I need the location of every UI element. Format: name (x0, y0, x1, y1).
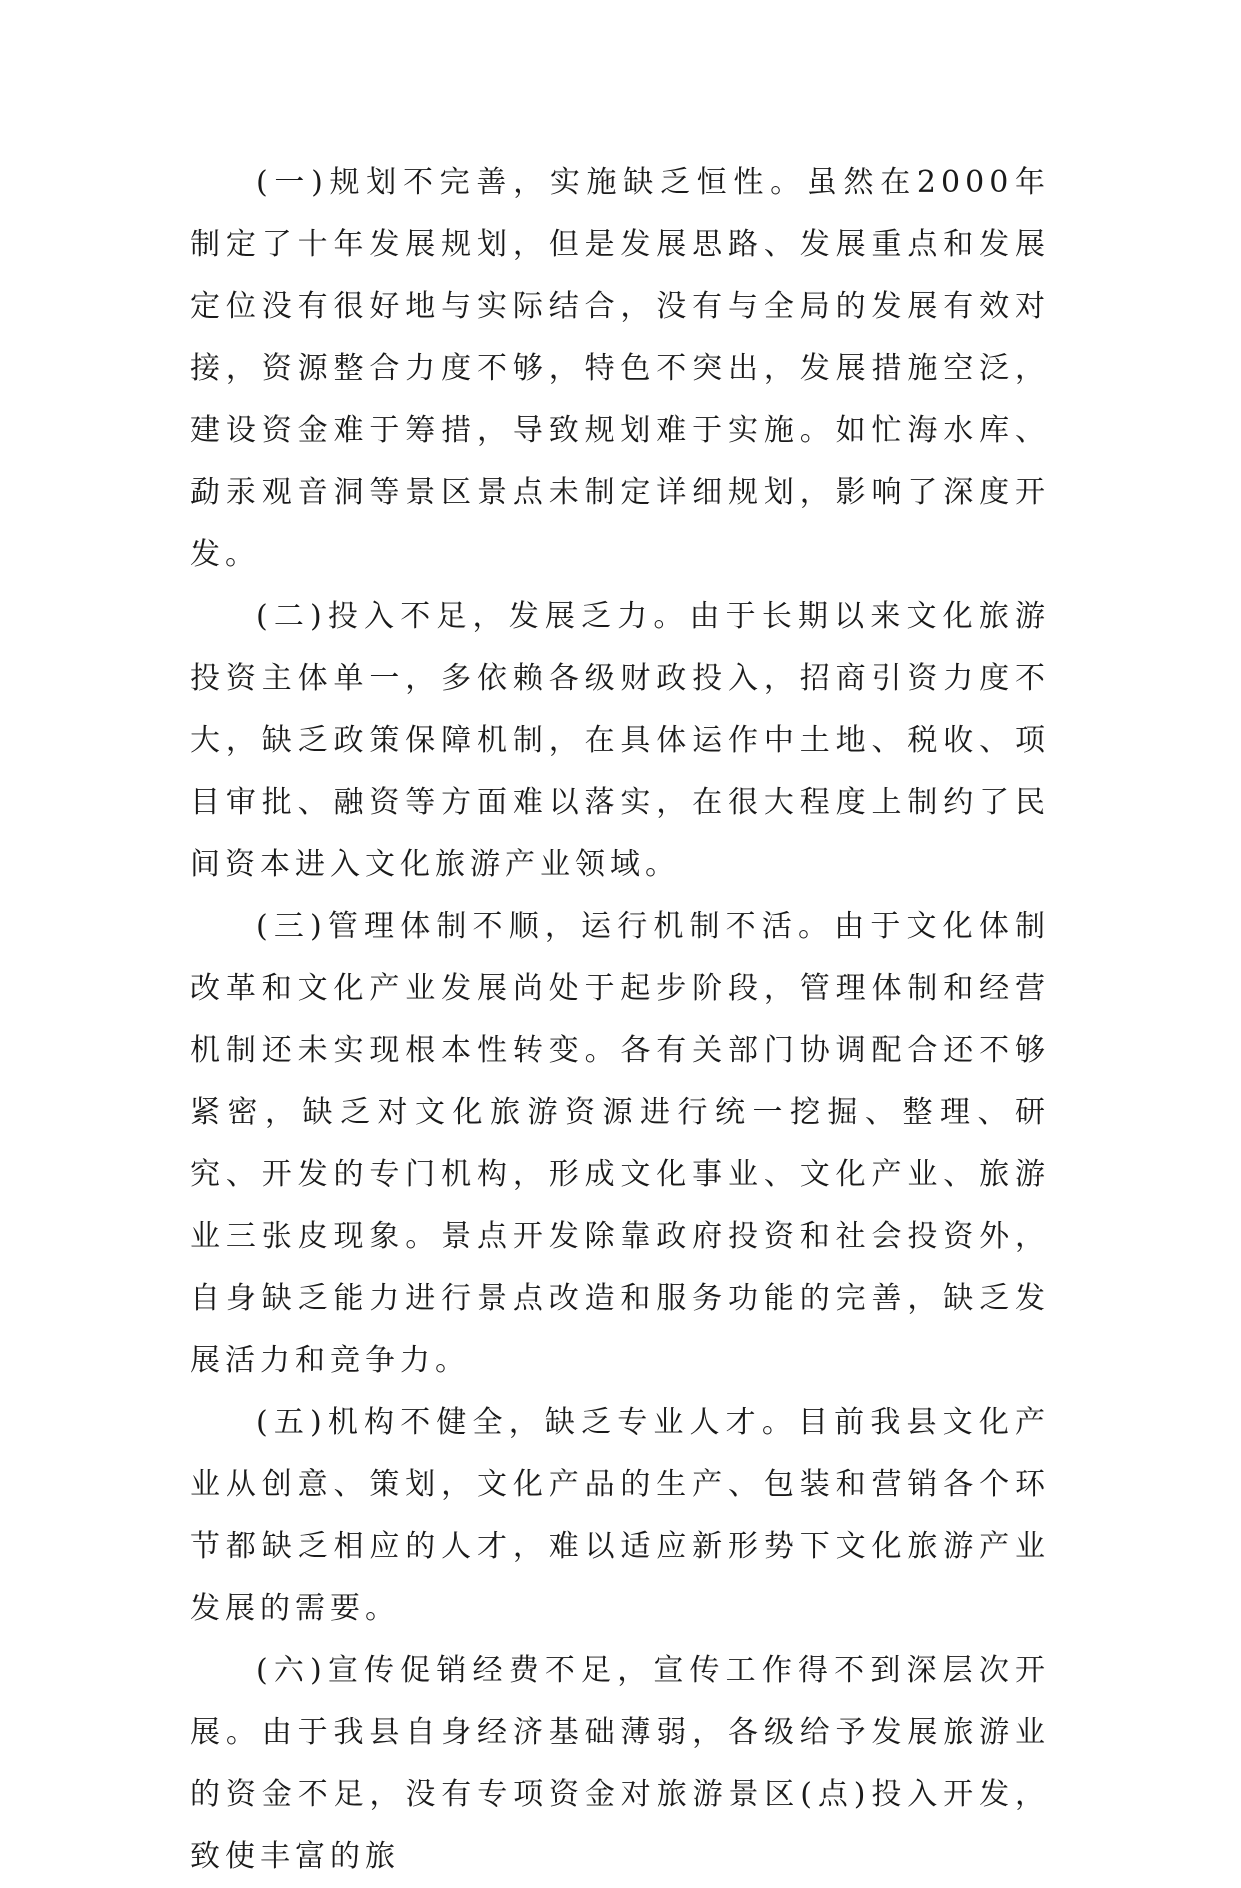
paragraph-promotion: (六)宣传促销经费不足，宣传工作得不到深层次开展。由于我县自身经济基础薄弱，各级给予发展旅游业的资金不足，没有专项资金对旅游景区(点)投入开发，致使丰富的旅 (190, 1653, 1050, 1874)
paragraph-planning: (一)规划不完善，实施缺乏恒性。虽然在2000年制定了十年发展规划，但是发展思路、发展重点和发展定位没有很好地与实际结合，没有与全局的发展有效对接，资源整合力度不够，特色不突出，发展措施空泛，建设资金难于筹措，导致规划难于实施。如忙海水库、勐汞观音洞等景区景点未制定详细规划，影响了深度开发。 (190, 165, 1050, 572)
paragraph-investment: (二)投入不足，发展乏力。由于长期以来文化旅游投资主体单一，多依赖各级财政投入，招商引资力度不大，缺乏政策保障机制，在具体运作中土地、税收、项目审批、融资等方面难以落实，在很大程度上制约了民间资本进入文化旅游产业领域。 (190, 599, 1050, 882)
document-body (190, 152, 1050, 1888)
paragraph-talent: (五)机构不健全，缺乏专业人才。目前我县文化产业从创意、策划，文化产品的生产、包装和营销各个环节都缺乏相应的人才，难以适应新形势下文化旅游产业发展的需要。 (190, 1405, 1050, 1626)
paragraph-management: (三)管理体制不顺，运行机制不活。由于文化体制改革和文化产业发展尚处于起步阶段，管理体制和经营机制还未实现根本性转变。各有关部门协调配合还不够紧密，缺乏对文化旅游资源进行统一挖掘、整理、研究、开发的专门机构，形成文化事业、文化产业、旅游业三张皮现象。景点开发除靠政府投资和社会投资外，自身缺乏能力进行景点改造和服务功能的完善，缺乏发展活力和竞争力。 (190, 909, 1050, 1378)
